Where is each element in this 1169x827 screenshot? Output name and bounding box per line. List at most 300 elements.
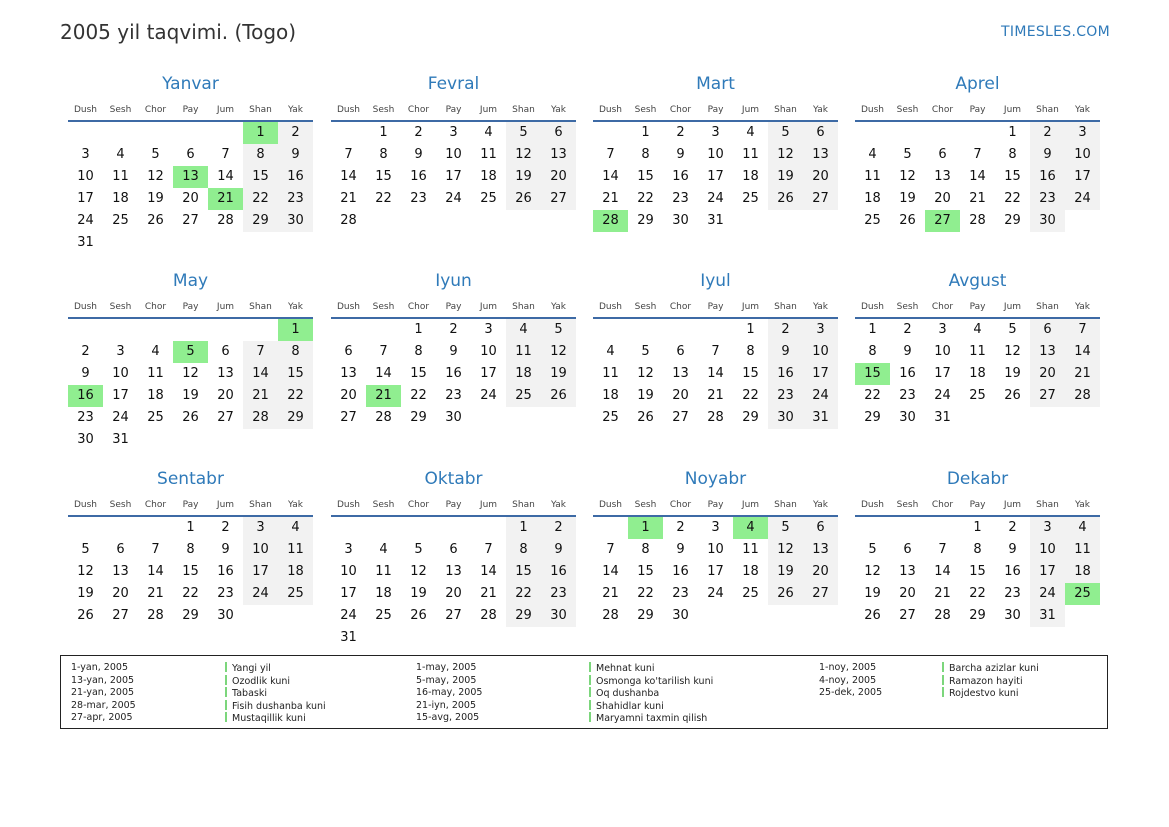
day-cell: 30 xyxy=(541,605,576,627)
legend-entry xyxy=(589,662,713,675)
day-cell: 15 xyxy=(410,366,427,381)
day-cell: 4 xyxy=(1065,517,1100,539)
legend-marker xyxy=(225,687,227,697)
day-cell: 10 xyxy=(707,147,724,162)
weekday-label: Chor xyxy=(407,105,430,115)
day-cell: 21 xyxy=(1065,363,1100,385)
day-cell: 18 xyxy=(969,366,986,381)
day-cell: 2 xyxy=(1008,520,1017,535)
weekday-label: Dush xyxy=(73,302,98,312)
day-cell: 8 xyxy=(973,542,982,557)
day-cell: 30 xyxy=(1030,210,1065,232)
day-cell: 9 xyxy=(676,147,685,162)
day-cell: 5 xyxy=(151,147,160,162)
day-cell: 25 xyxy=(147,410,164,425)
holiday-day-cell: 1 xyxy=(628,517,663,539)
legend-holiday-name: Ozodlik kuni xyxy=(232,675,290,687)
day-cell: 20 xyxy=(803,166,838,188)
day-cell: 9 xyxy=(768,341,803,363)
day-cell: 15 xyxy=(375,169,392,184)
day-cell: 24 xyxy=(480,388,497,403)
day-cell: 5 xyxy=(768,517,803,539)
day-cell: 16 xyxy=(541,561,576,583)
weekday-label: Jum xyxy=(479,105,498,115)
day-cell: 9 xyxy=(81,366,90,381)
day-cell: 21 xyxy=(969,191,986,206)
day-cell: 20 xyxy=(340,388,357,403)
day-cell: 29 xyxy=(182,608,199,623)
day-cell: 8 xyxy=(641,542,650,557)
day-cell: 25 xyxy=(864,213,881,228)
day-cell: 1 xyxy=(868,322,877,337)
day-cell: 17 xyxy=(803,363,838,385)
day-cell: 12 xyxy=(1004,344,1021,359)
day-cell: 12 xyxy=(147,169,164,184)
day-cell: 17 xyxy=(480,366,497,381)
legend-marker xyxy=(225,712,227,722)
day-cell: 21 xyxy=(147,586,164,601)
day-cell: 10 xyxy=(480,344,497,359)
day-cell: 18 xyxy=(480,169,497,184)
day-cell: 22 xyxy=(182,586,199,601)
day-cell: 1 xyxy=(506,517,541,539)
weekday-label: Shan xyxy=(1036,105,1059,115)
day-cell: 30 xyxy=(672,213,689,228)
legend-entry xyxy=(589,687,713,700)
day-cell: 4 xyxy=(506,319,541,341)
day-cell: 17 xyxy=(1030,561,1065,583)
day-cell: 13 xyxy=(899,564,916,579)
weekday-label: Pay xyxy=(182,302,199,312)
day-cell: 22 xyxy=(969,586,986,601)
day-cell: 29 xyxy=(742,410,759,425)
weekday-label: Yak xyxy=(551,500,566,510)
day-cell: 16 xyxy=(1030,166,1065,188)
day-cell: 22 xyxy=(1004,191,1021,206)
day-cell: 30 xyxy=(672,608,689,623)
legend-name-column xyxy=(942,662,1039,700)
day-cell: 28 xyxy=(934,608,951,623)
day-cell: 2 xyxy=(768,319,803,341)
day-cell: 12 xyxy=(768,539,803,561)
day-cell: 28 xyxy=(707,410,724,425)
weekday-label: Jum xyxy=(479,302,498,312)
day-cell: 16 xyxy=(1004,564,1021,579)
day-cell: 8 xyxy=(186,542,195,557)
legend-date-column xyxy=(71,662,136,725)
day-cell: 27 xyxy=(112,608,129,623)
month-name: Fevral xyxy=(427,74,480,94)
weekday-label: Shan xyxy=(512,105,535,115)
day-cell: 23 xyxy=(672,191,689,206)
day-cell: 21 xyxy=(602,191,619,206)
day-cell: 5 xyxy=(414,542,423,557)
day-cell: 28 xyxy=(1065,385,1100,407)
day-cell: 17 xyxy=(445,169,462,184)
day-cell: 8 xyxy=(641,147,650,162)
day-cell: 17 xyxy=(77,191,94,206)
weekday-label: Sesh xyxy=(896,105,919,115)
day-cell: 17 xyxy=(112,388,129,403)
holiday-day-cell: 5 xyxy=(173,341,208,363)
day-cell: 29 xyxy=(278,407,313,429)
day-cell: 11 xyxy=(969,344,986,359)
day-cell: 6 xyxy=(803,517,838,539)
day-cell: 11 xyxy=(742,147,759,162)
day-cell: 30 xyxy=(899,410,916,425)
weekday-label: Chor xyxy=(144,105,167,115)
day-cell: 19 xyxy=(637,388,654,403)
weekday-label: Chor xyxy=(669,105,692,115)
legend-name-column xyxy=(225,662,326,725)
weekday-label: Dush xyxy=(336,105,361,115)
legend-holiday-name: Barcha azizlar kuni xyxy=(949,663,1039,674)
month-name: Aprel xyxy=(955,74,1000,94)
day-cell: 14 xyxy=(340,169,357,184)
day-cell: 26 xyxy=(768,188,803,210)
day-cell: 30 xyxy=(1004,608,1021,623)
weekday-label: Sesh xyxy=(372,302,395,312)
holiday-day-cell: 16 xyxy=(68,385,103,407)
day-cell: 24 xyxy=(803,385,838,407)
weekday-label: Dush xyxy=(598,500,623,510)
day-cell: 14 xyxy=(217,169,234,184)
day-cell: 23 xyxy=(899,388,916,403)
day-cell: 3 xyxy=(1030,517,1065,539)
month-name: Iyun xyxy=(435,271,472,291)
weekday-label: Shan xyxy=(774,500,797,510)
brand-link[interactable]: TIMESLES.COM xyxy=(1001,24,1110,40)
day-cell: 20 xyxy=(445,586,462,601)
day-cell: 29 xyxy=(1004,213,1021,228)
day-cell: 5 xyxy=(81,542,90,557)
page-title: 2005 yil taqvimi. (Togo) xyxy=(60,20,297,44)
weekday-label: Pay xyxy=(707,105,724,115)
day-cell: 2 xyxy=(414,125,423,140)
weekday-label: Sesh xyxy=(634,105,657,115)
day-cell: 23 xyxy=(1030,188,1065,210)
legend-date: 4-noy, 2005 xyxy=(819,674,877,686)
day-cell: 25 xyxy=(742,586,759,601)
day-cell: 26 xyxy=(77,608,94,623)
day-cell: 26 xyxy=(541,385,576,407)
legend-entry xyxy=(225,712,326,725)
weekday-label: Yak xyxy=(288,105,303,115)
day-cell: 27 xyxy=(182,213,199,228)
weekday-label: Sesh xyxy=(896,500,919,510)
day-cell: 28 xyxy=(147,608,164,623)
day-cell: 21 xyxy=(480,586,497,601)
day-cell: 15 xyxy=(637,564,654,579)
day-cell: 2 xyxy=(1030,122,1065,144)
weekday-label: Pay xyxy=(445,500,462,510)
legend-date: 5-may, 2005 xyxy=(416,674,477,686)
day-cell: 2 xyxy=(81,344,90,359)
day-cell: 24 xyxy=(707,586,724,601)
day-cell: 28 xyxy=(480,608,497,623)
day-cell: 27 xyxy=(445,608,462,623)
holiday-day-cell: 28 xyxy=(593,210,628,232)
legend-holiday-name: Ramazon hayiti xyxy=(949,675,1023,687)
day-cell: 8 xyxy=(746,344,755,359)
day-cell: 4 xyxy=(484,125,493,140)
day-cell: 24 xyxy=(1030,583,1065,605)
weekday-header xyxy=(68,105,313,117)
day-cell: 10 xyxy=(707,542,724,557)
day-cell: 18 xyxy=(375,586,392,601)
day-cell: 17 xyxy=(707,564,724,579)
weekday-label: Pay xyxy=(182,500,199,510)
day-cell: 31 xyxy=(803,407,838,429)
weekday-header xyxy=(331,105,576,117)
day-cell: 11 xyxy=(147,366,164,381)
day-cell: 17 xyxy=(1065,166,1100,188)
weekday-label: Yak xyxy=(288,302,303,312)
day-cell: 27 xyxy=(672,410,689,425)
day-cell: 16 xyxy=(278,166,313,188)
day-cell: 26 xyxy=(410,608,427,623)
day-cell: 23 xyxy=(445,388,462,403)
day-cell: 15 xyxy=(182,564,199,579)
day-cell: 4 xyxy=(868,147,877,162)
day-cell: 27 xyxy=(803,188,838,210)
day-cell: 5 xyxy=(506,122,541,144)
holiday-day-cell: 21 xyxy=(366,385,401,407)
weekday-label: Yak xyxy=(1075,302,1090,312)
day-cell: 29 xyxy=(410,410,427,425)
day-cell: 25 xyxy=(480,191,497,206)
weekday-label: Dush xyxy=(73,105,98,115)
day-cell: 16 xyxy=(672,564,689,579)
weekday-label: Pay xyxy=(445,105,462,115)
day-cell: 4 xyxy=(379,542,388,557)
day-cell: 28 xyxy=(217,213,234,228)
day-cell: 18 xyxy=(864,191,881,206)
holiday-day-cell: 1 xyxy=(278,319,313,341)
legend-entry xyxy=(589,712,713,725)
weekday-label: Dush xyxy=(336,302,361,312)
day-cell: 6 xyxy=(449,542,458,557)
day-cell: 8 xyxy=(506,539,541,561)
day-cell: 23 xyxy=(768,385,803,407)
weekday-label: Chor xyxy=(144,500,167,510)
day-cell: 17 xyxy=(243,561,278,583)
day-cell: 27 xyxy=(541,188,576,210)
day-cell: 13 xyxy=(1030,341,1065,363)
day-cell: 7 xyxy=(379,344,388,359)
day-cell: 13 xyxy=(217,366,234,381)
legend-date: 13-yan, 2005 xyxy=(71,674,135,686)
day-cell: 23 xyxy=(217,586,234,601)
legend-holiday-name: Tabaski xyxy=(232,688,267,699)
day-cell: 23 xyxy=(672,586,689,601)
legend-date-column xyxy=(819,662,882,700)
day-cell: 29 xyxy=(243,210,278,232)
day-cell: 13 xyxy=(934,169,951,184)
legend-entry xyxy=(942,675,1039,688)
day-cell: 31 xyxy=(340,630,357,645)
legend-marker xyxy=(589,687,591,697)
day-cell: 11 xyxy=(112,169,129,184)
day-cell: 13 xyxy=(112,564,129,579)
legend-marker xyxy=(942,687,944,697)
day-cell: 18 xyxy=(278,561,313,583)
month-name: Noyabr xyxy=(684,469,747,489)
weekday-label: Dush xyxy=(336,500,361,510)
day-cell: 9 xyxy=(414,147,423,162)
day-cell: 8 xyxy=(414,344,423,359)
day-cell: 2 xyxy=(903,322,912,337)
month-divider xyxy=(68,317,313,319)
day-cell: 19 xyxy=(182,388,199,403)
legend-name-column xyxy=(589,662,713,725)
legend-holiday-name: Maryamni taxmin qilish xyxy=(596,713,708,724)
day-cell: 23 xyxy=(541,583,576,605)
day-cell: 3 xyxy=(243,517,278,539)
day-cell: 24 xyxy=(112,410,129,425)
day-cell: 28 xyxy=(602,608,619,623)
day-cell: 6 xyxy=(344,344,353,359)
day-cell: 20 xyxy=(672,388,689,403)
month-name: May xyxy=(172,271,209,291)
day-cell: 12 xyxy=(899,169,916,184)
day-cell: 4 xyxy=(278,517,313,539)
legend-date-column xyxy=(416,662,482,725)
weekday-label: Chor xyxy=(931,105,954,115)
day-cell: 7 xyxy=(606,147,615,162)
day-cell: 17 xyxy=(340,586,357,601)
weekday-label: Dush xyxy=(598,302,623,312)
weekday-header xyxy=(855,302,1100,314)
legend-entry xyxy=(225,687,326,700)
day-cell: 27 xyxy=(803,583,838,605)
weekday-label: Chor xyxy=(407,302,430,312)
day-cell: 11 xyxy=(742,542,759,557)
day-cell: 13 xyxy=(340,366,357,381)
day-cell: 4 xyxy=(151,344,160,359)
day-cell: 3 xyxy=(81,147,90,162)
weekday-label: Pay xyxy=(969,105,986,115)
holiday-day-cell: 21 xyxy=(208,188,243,210)
day-cell: 11 xyxy=(278,539,313,561)
legend-holiday-name: Oq dushanba xyxy=(596,688,660,699)
day-cell: 7 xyxy=(221,147,230,162)
legend-holiday-name: Fisih dushanba kuni xyxy=(232,700,326,712)
legend-marker xyxy=(225,662,227,672)
legend-date: 15-avg, 2005 xyxy=(416,712,480,723)
weekday-label: Sesh xyxy=(109,302,132,312)
day-cell: 10 xyxy=(1030,539,1065,561)
day-cell: 2 xyxy=(221,520,230,535)
legend-marker xyxy=(942,662,944,672)
day-cell: 6 xyxy=(938,147,947,162)
weekday-label: Jum xyxy=(741,500,760,510)
day-cell: 5 xyxy=(903,147,912,162)
day-cell: 18 xyxy=(112,191,129,206)
day-cell: 14 xyxy=(602,169,619,184)
day-cell: 15 xyxy=(637,169,654,184)
weekday-label: Shan xyxy=(249,105,272,115)
day-cell: 27 xyxy=(340,410,357,425)
day-cell: 12 xyxy=(768,144,803,166)
day-cell: 6 xyxy=(803,122,838,144)
day-cell: 10 xyxy=(445,147,462,162)
day-cell: 1 xyxy=(641,125,650,140)
weekday-header xyxy=(855,105,1100,117)
day-cell: 4 xyxy=(116,147,125,162)
day-cell: 22 xyxy=(637,191,654,206)
day-cell: 29 xyxy=(637,608,654,623)
weekday-label: Yak xyxy=(551,105,566,115)
legend-marker xyxy=(589,700,591,710)
day-cell: 24 xyxy=(707,191,724,206)
day-cell: 18 xyxy=(506,363,541,385)
legend-marker xyxy=(589,712,591,722)
day-cell: 6 xyxy=(116,542,125,557)
day-cell: 10 xyxy=(243,539,278,561)
weekday-label: Yak xyxy=(288,500,303,510)
weekday-label: Jum xyxy=(741,105,760,115)
day-cell: 19 xyxy=(541,363,576,385)
day-cell: 9 xyxy=(221,542,230,557)
day-cell: 11 xyxy=(506,341,541,363)
day-cell: 11 xyxy=(1065,539,1100,561)
day-cell: 16 xyxy=(217,564,234,579)
day-cell: 28 xyxy=(340,213,357,228)
day-cell: 14 xyxy=(480,564,497,579)
day-cell: 22 xyxy=(742,388,759,403)
day-cell: 27 xyxy=(217,410,234,425)
day-cell: 19 xyxy=(899,191,916,206)
day-cell: 20 xyxy=(541,166,576,188)
legend-date: 28-mar, 2005 xyxy=(71,699,136,711)
weekday-label: Sesh xyxy=(109,105,132,115)
day-cell: 13 xyxy=(803,539,838,561)
day-cell: 13 xyxy=(672,366,689,381)
weekday-label: Pay xyxy=(182,105,199,115)
legend-marker xyxy=(225,700,227,710)
day-cell: 31 xyxy=(707,213,724,228)
weekday-label: Dush xyxy=(860,500,885,510)
day-cell: 14 xyxy=(602,564,619,579)
day-cell: 25 xyxy=(506,385,541,407)
day-cell: 3 xyxy=(116,344,125,359)
day-cell: 22 xyxy=(410,388,427,403)
day-cell: 5 xyxy=(541,319,576,341)
legend-marker xyxy=(942,675,944,685)
legend-date: 1-noy, 2005 xyxy=(819,662,877,673)
day-cell: 7 xyxy=(344,147,353,162)
holiday-day-cell: 4 xyxy=(733,517,768,539)
day-cell: 19 xyxy=(506,166,541,188)
day-cell: 4 xyxy=(606,344,615,359)
day-cell: 18 xyxy=(147,388,164,403)
day-cell: 10 xyxy=(77,169,94,184)
day-cell: 7 xyxy=(606,542,615,557)
day-cell: 31 xyxy=(934,410,951,425)
day-cell: 5 xyxy=(768,122,803,144)
legend-holiday-name: Yangi yil xyxy=(232,663,271,674)
holiday-day-cell: 15 xyxy=(855,363,890,385)
weekday-label: Shan xyxy=(512,500,535,510)
weekday-label: Yak xyxy=(813,500,828,510)
day-cell: 24 xyxy=(77,213,94,228)
weekday-label: Jum xyxy=(216,105,235,115)
day-cell: 20 xyxy=(803,561,838,583)
weekday-label: Chor xyxy=(407,500,430,510)
weekday-label: Pay xyxy=(445,302,462,312)
day-cell: 29 xyxy=(969,608,986,623)
